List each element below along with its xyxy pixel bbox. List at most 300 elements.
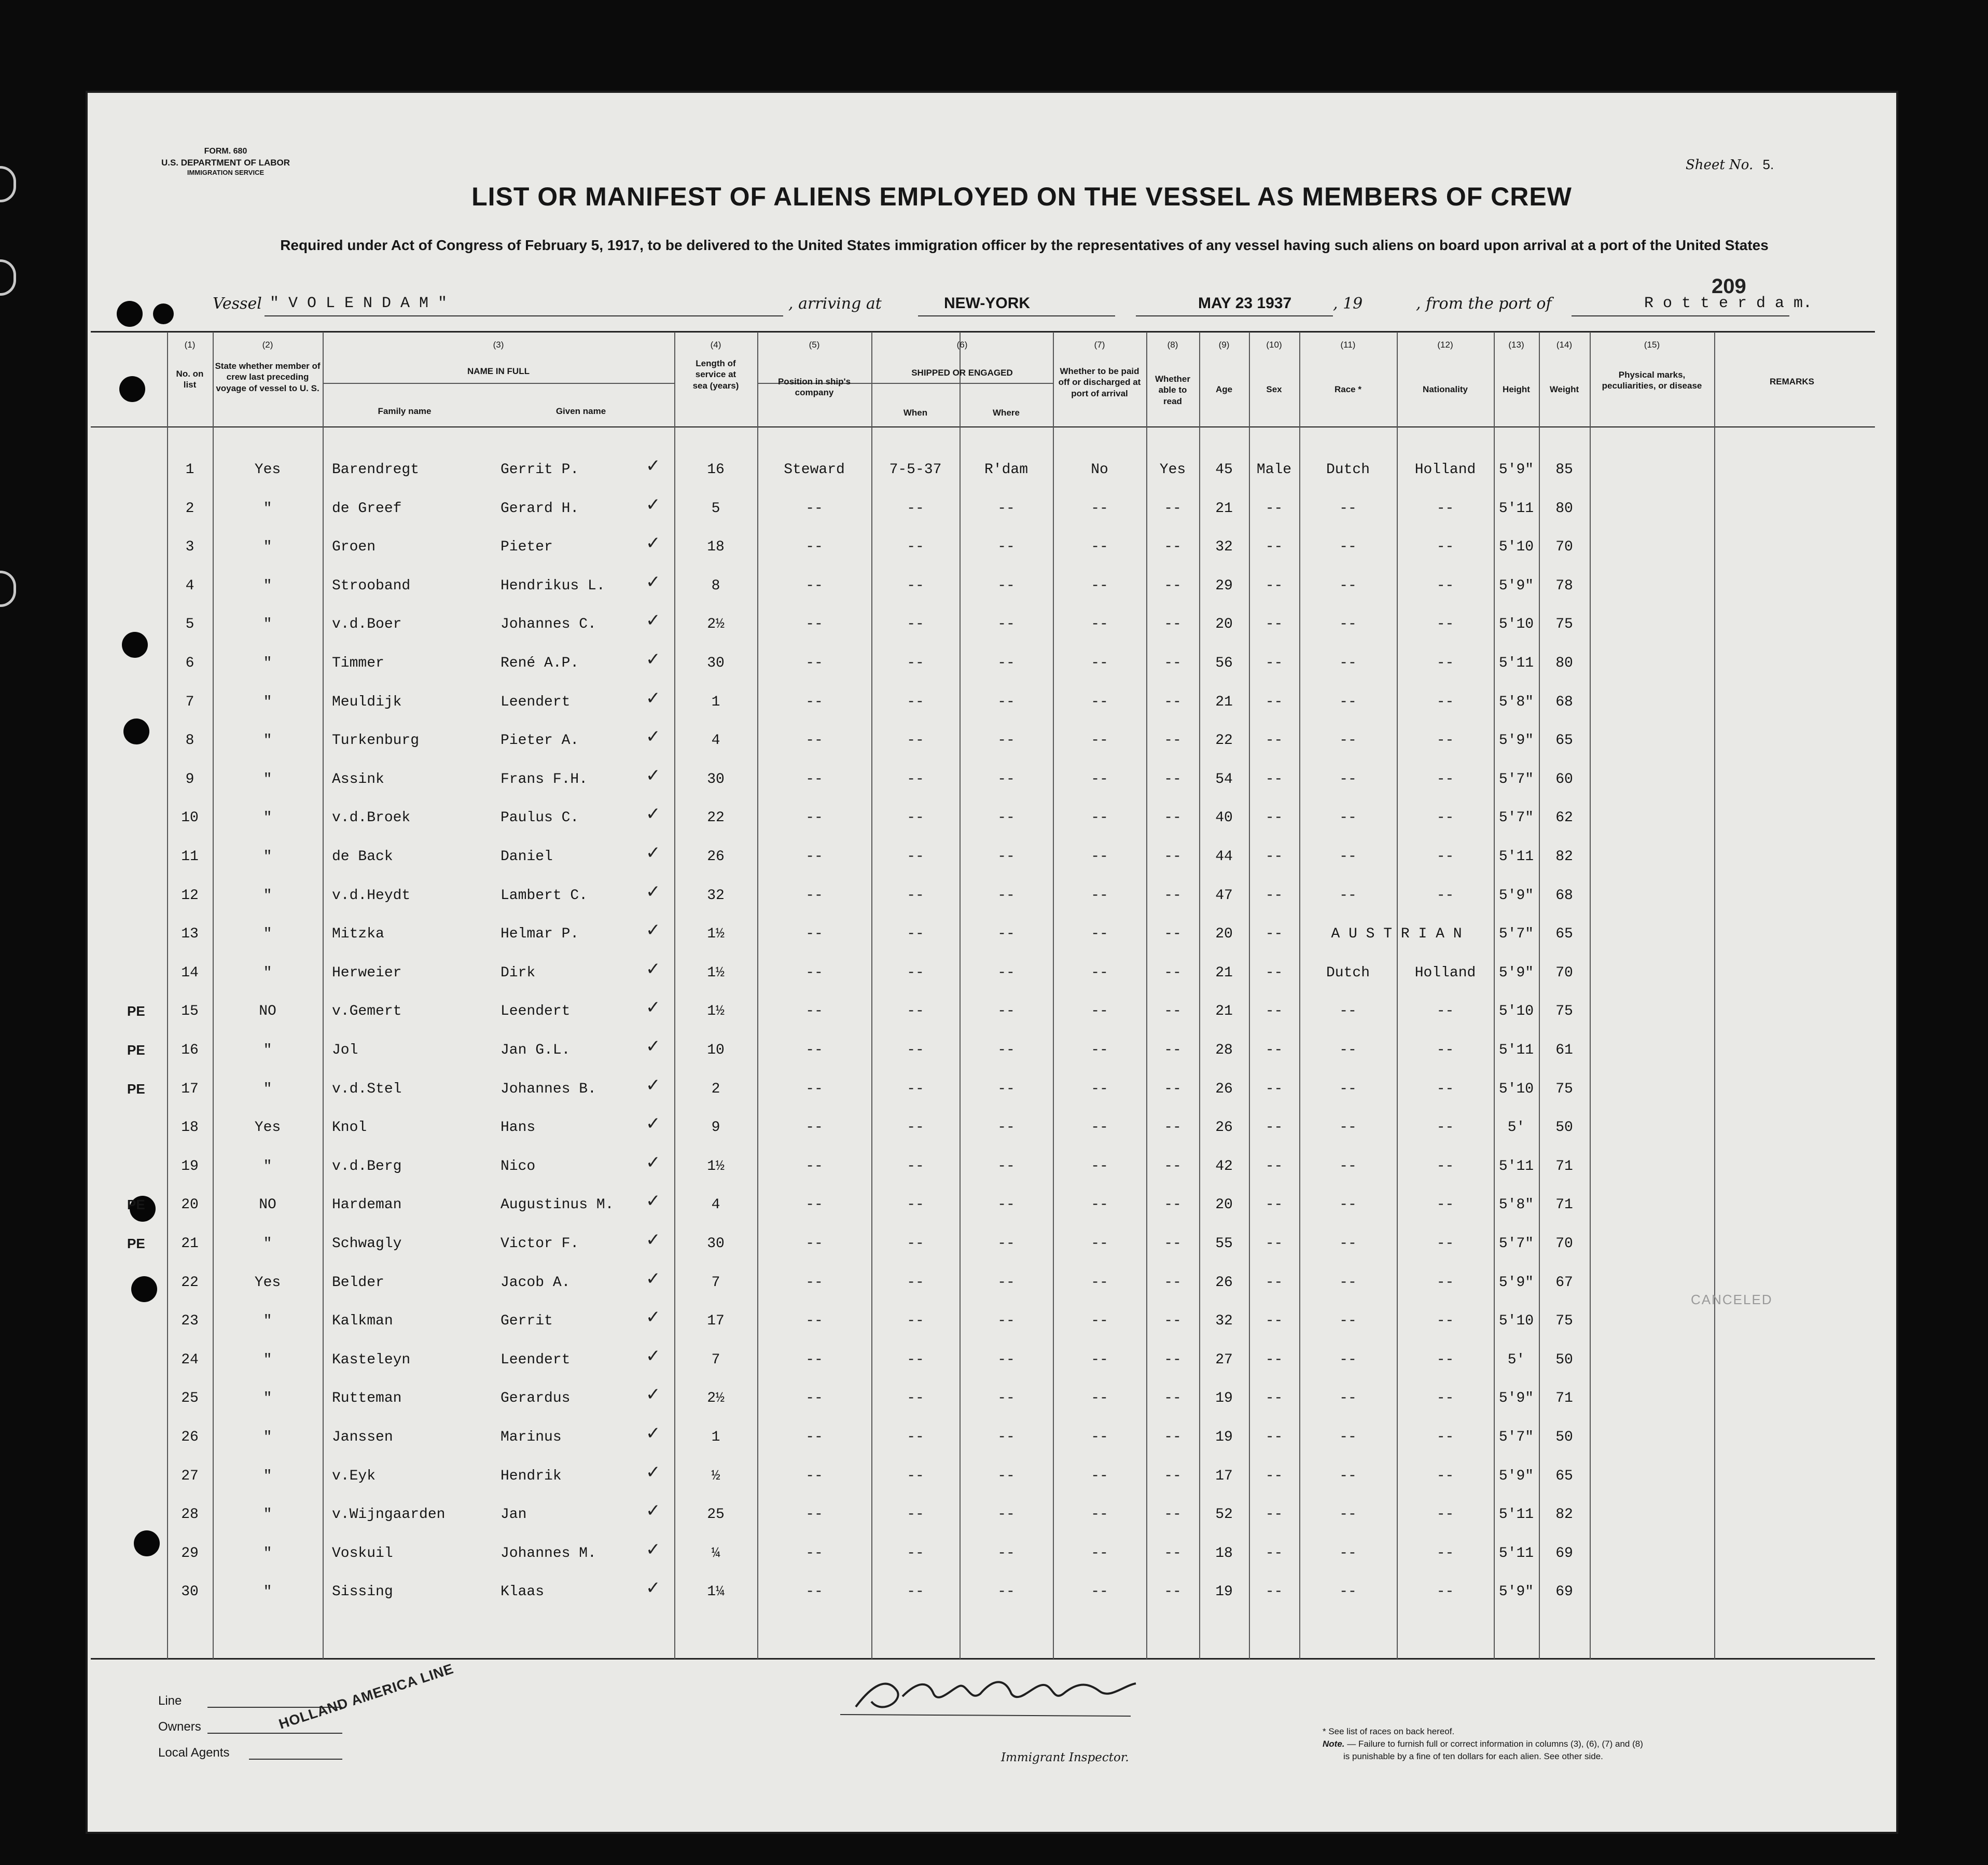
header-when: When [903, 408, 928, 418]
row-no: 26 [181, 1429, 199, 1445]
row-given-name: Daniel [501, 849, 553, 865]
row-read: -- [1164, 1081, 1181, 1097]
port-underline [918, 315, 1115, 316]
row-when: -- [907, 1545, 924, 1562]
row-family-name: Rutteman [332, 1390, 402, 1406]
row-race: -- [1339, 1352, 1357, 1368]
row-when: -- [907, 1081, 924, 1097]
row-member: " [263, 655, 272, 671]
row-age: 56 [1215, 655, 1233, 671]
row-no: 1 [185, 462, 194, 478]
row-member: " [263, 1429, 272, 1445]
row-member: " [263, 501, 272, 517]
row-no: 25 [181, 1390, 199, 1406]
row-race: -- [1339, 888, 1357, 904]
row-where: -- [997, 539, 1015, 555]
row-member: " [263, 616, 272, 632]
row-nationality: -- [1436, 1158, 1454, 1175]
row-length: 5 [711, 501, 720, 517]
row-position: -- [805, 926, 823, 942]
check-mark-icon: ✓ [646, 1462, 661, 1483]
row-margin-note: PE [127, 1003, 145, 1019]
row-when: -- [907, 1507, 924, 1523]
row-race: Dutch [1326, 462, 1370, 478]
row-sex: -- [1265, 1236, 1283, 1252]
row-height: 5'8" [1498, 694, 1534, 710]
row-when: -- [907, 1275, 924, 1291]
service-name: IMMIGRATION SERVICE [187, 168, 265, 176]
row-no: 16 [181, 1042, 199, 1058]
row-member: " [263, 1236, 272, 1252]
header-sex: Sex [1266, 384, 1282, 394]
row-weight: 71 [1555, 1158, 1573, 1175]
row-race: -- [1339, 1545, 1357, 1562]
row-paid-off: -- [1091, 1545, 1108, 1562]
col-number: (13) [1508, 340, 1524, 350]
row-age: 52 [1215, 1507, 1233, 1523]
row-weight: 61 [1555, 1042, 1573, 1058]
row-where: -- [997, 1429, 1015, 1445]
row-race: -- [1339, 1468, 1357, 1484]
row-when: -- [907, 501, 924, 517]
col-number: (1) [184, 340, 196, 350]
row-position: -- [805, 1507, 823, 1523]
row-read: -- [1164, 1120, 1181, 1136]
row-height: 5'11 [1498, 1545, 1534, 1562]
row-sex: -- [1265, 694, 1283, 710]
check-mark-icon: ✓ [646, 726, 661, 747]
row-read: -- [1164, 810, 1181, 826]
row-paid-off: -- [1091, 578, 1108, 594]
row-family-name: Meuldijk [332, 694, 402, 710]
row-nationality: -- [1436, 733, 1454, 749]
row-when: 7-5-37 [889, 462, 942, 478]
check-mark-icon: ✓ [646, 1036, 661, 1057]
row-family-name: Timmer [332, 655, 384, 671]
row-family-name: Kasteleyn [332, 1352, 411, 1368]
check-mark-icon: ✓ [646, 494, 661, 515]
row-position: Steward [784, 462, 845, 478]
row-when: -- [907, 1429, 924, 1445]
row-length: 1½ [707, 1003, 725, 1019]
row-given-name: Gerrit [501, 1313, 553, 1329]
row-paid-off: -- [1091, 1468, 1108, 1484]
row-when: -- [907, 1042, 924, 1058]
header-race: Race * [1334, 384, 1361, 394]
row-member: " [263, 1081, 272, 1097]
row-length: 8 [711, 578, 720, 594]
row-family-name: de Back [332, 849, 393, 865]
vessel-underline [265, 315, 783, 316]
row-length: 30 [707, 1236, 725, 1252]
row-nationality: -- [1436, 578, 1454, 594]
header-remarks: REMARKS [1770, 377, 1814, 386]
footer-underline [249, 1759, 342, 1760]
row-age: 26 [1215, 1081, 1233, 1097]
check-mark-icon: ✓ [646, 1075, 661, 1096]
row-sex: -- [1265, 1468, 1283, 1484]
row-position: -- [805, 1429, 823, 1445]
row-nationality: -- [1436, 1081, 1454, 1097]
row-read: -- [1164, 1468, 1181, 1484]
row-position: -- [805, 501, 823, 517]
row-given-name: Hendrikus L. [501, 578, 605, 594]
row-read: -- [1164, 1236, 1181, 1252]
row-height: 5'9" [1498, 1275, 1534, 1291]
row-age: 29 [1215, 578, 1233, 594]
sheet-value: 5. [1762, 157, 1774, 172]
header-bottom-rule [91, 426, 1875, 427]
punch-hole [134, 1530, 160, 1556]
row-read: -- [1164, 616, 1181, 632]
row-read: -- [1164, 1390, 1181, 1406]
footer-owners-label: Owners [158, 1720, 201, 1734]
row-member: " [263, 849, 272, 865]
row-nationality: -- [1436, 1313, 1454, 1329]
row-height: 5'9" [1498, 1468, 1534, 1484]
row-no: 15 [181, 1003, 199, 1019]
row-sex: -- [1265, 926, 1283, 942]
row-family-name: v.d.Berg [332, 1158, 402, 1175]
row-where: -- [997, 1468, 1015, 1484]
check-mark-icon: ✓ [646, 959, 661, 979]
row-position: -- [805, 1158, 823, 1175]
row-nationality: -- [1436, 1584, 1454, 1600]
row-height: 5'8" [1498, 1197, 1534, 1213]
arriving-label: , arriving at [788, 295, 882, 313]
row-given-name: Helmar P. [501, 926, 579, 942]
col-number: (6) [956, 340, 968, 350]
row-age: 27 [1215, 1352, 1233, 1368]
row-family-name: Belder [332, 1275, 384, 1291]
row-when: -- [907, 655, 924, 671]
row-read: -- [1164, 1545, 1181, 1562]
row-length: 22 [707, 810, 725, 826]
row-length: 2½ [707, 616, 725, 632]
row-age: 40 [1215, 810, 1233, 826]
row-given-name: Augustinus M. [501, 1197, 614, 1213]
penalty-note [1323, 1739, 1643, 1749]
row-given-name: Leendert [501, 694, 571, 710]
row-sex: -- [1265, 1584, 1283, 1600]
row-member: " [263, 578, 272, 594]
row-age: 26 [1215, 1275, 1233, 1291]
check-mark-icon: ✓ [646, 997, 661, 1018]
row-margin-note: PE [127, 1081, 145, 1097]
document-number: 209 [1712, 275, 1746, 298]
row-race: -- [1339, 1275, 1357, 1291]
note-label: Note. [1323, 1739, 1345, 1749]
row-given-name: Frans F.H. [501, 771, 588, 788]
row-read: -- [1164, 1429, 1181, 1445]
col-number: (3) [493, 340, 504, 350]
row-sex: -- [1265, 1042, 1283, 1058]
row-where: -- [997, 965, 1015, 981]
row-race: -- [1339, 1158, 1357, 1175]
row-position: -- [805, 1042, 823, 1058]
row-read: -- [1164, 733, 1181, 749]
row-weight: 65 [1555, 733, 1573, 749]
row-race: -- [1339, 1197, 1357, 1213]
check-mark-icon: ✓ [646, 649, 661, 670]
row-age: 21 [1215, 694, 1233, 710]
column-divider [1590, 332, 1591, 1659]
header-height: Height [1503, 384, 1530, 394]
row-no: 7 [185, 694, 194, 710]
row-paid-off: -- [1091, 1507, 1108, 1523]
row-height: 5'7" [1498, 810, 1534, 826]
row-given-name: Paulus C. [501, 810, 579, 826]
row-read: -- [1164, 1313, 1181, 1329]
row-where: -- [997, 771, 1015, 788]
page-title: LIST OR MANIFEST OF ALIENS EMPLOYED ON THE VESSEL AS MEMBERS OF CREW [471, 182, 1572, 211]
header-length: Length of service at sea (years) [692, 358, 739, 391]
row-when: -- [907, 1584, 924, 1600]
row-race: A U S T R I A N [1331, 926, 1462, 942]
row-given-name: Jacob A. [501, 1275, 571, 1291]
row-when: -- [907, 694, 924, 710]
row-age: 47 [1215, 888, 1233, 904]
row-nationality: -- [1436, 694, 1454, 710]
arrival-date: MAY 23 1937 [1198, 295, 1292, 312]
row-height: 5'10 [1498, 1003, 1534, 1019]
races-note: * See list of races on back hereof. [1323, 1726, 1455, 1736]
row-read: -- [1164, 578, 1181, 594]
row-weight: 67 [1555, 1275, 1573, 1291]
row-member: " [263, 1507, 272, 1523]
row-paid-off: -- [1091, 1352, 1108, 1368]
row-sex: -- [1265, 1003, 1283, 1019]
row-weight: 75 [1555, 1081, 1573, 1097]
check-mark-icon: ✓ [646, 842, 661, 863]
row-no: 28 [181, 1507, 199, 1523]
row-no: 21 [181, 1236, 199, 1252]
row-sex: -- [1265, 733, 1283, 749]
check-mark-icon: ✓ [646, 572, 661, 592]
row-position: -- [805, 616, 823, 632]
row-member: Yes [254, 1120, 281, 1136]
punch-hole [122, 632, 148, 658]
row-where: -- [997, 849, 1015, 865]
row-weight: 69 [1555, 1584, 1573, 1600]
row-weight: 69 [1555, 1545, 1573, 1562]
check-mark-icon: ✓ [646, 1423, 661, 1444]
row-position: -- [805, 1003, 823, 1019]
row-where: -- [997, 1390, 1015, 1406]
row-sex: -- [1265, 1507, 1283, 1523]
row-weight: 65 [1555, 1468, 1573, 1484]
row-no: 24 [181, 1352, 199, 1368]
row-family-name: Turkenburg [332, 733, 420, 749]
row-family-name: Kalkman [332, 1313, 393, 1329]
row-when: -- [907, 1468, 924, 1484]
check-mark-icon: ✓ [646, 1539, 661, 1560]
row-where: -- [997, 578, 1015, 594]
row-age: 32 [1215, 1313, 1233, 1329]
row-paid-off: -- [1091, 1236, 1108, 1252]
row-nationality: -- [1436, 1120, 1454, 1136]
row-sex: -- [1265, 1429, 1283, 1445]
row-family-name: v.d.Broek [332, 810, 411, 826]
row-member: " [263, 733, 272, 749]
row-no: 23 [181, 1313, 199, 1329]
row-position: -- [805, 849, 823, 865]
row-length: 7 [711, 1352, 720, 1368]
row-read: -- [1164, 539, 1181, 555]
row-height: 5'11 [1498, 1158, 1534, 1175]
row-race: -- [1339, 1042, 1357, 1058]
row-family-name: v.Wijngaarden [332, 1507, 446, 1523]
row-length: 26 [707, 849, 725, 865]
row-where: -- [997, 1236, 1015, 1252]
row-when: -- [907, 1197, 924, 1213]
row-age: 42 [1215, 1158, 1233, 1175]
row-given-name: Leendert [501, 1003, 571, 1019]
row-weight: 82 [1555, 1507, 1573, 1523]
row-age: 20 [1215, 1197, 1233, 1213]
punch-hole [119, 376, 145, 402]
row-nationality: Holland [1414, 965, 1476, 981]
row-nationality: -- [1436, 1545, 1454, 1562]
row-height: 5'9" [1498, 462, 1534, 478]
row-no: 27 [181, 1468, 199, 1484]
row-weight: 78 [1555, 578, 1573, 594]
row-position: -- [805, 694, 823, 710]
row-sex: -- [1265, 1158, 1283, 1175]
row-read: -- [1164, 1003, 1181, 1019]
column-divider [757, 332, 758, 1659]
sheet-number [1686, 157, 1774, 173]
row-nationality: -- [1436, 1275, 1454, 1291]
row-height: 5' [1507, 1120, 1525, 1136]
row-sex: -- [1265, 1081, 1283, 1097]
col-number: (2) [262, 340, 273, 350]
row-no: 6 [185, 655, 194, 671]
row-paid-off: -- [1091, 849, 1108, 865]
footer-line-label: Line [158, 1694, 182, 1708]
column-divider [960, 332, 961, 1659]
row-nationality: -- [1436, 1042, 1454, 1058]
row-weight: 62 [1555, 810, 1573, 826]
binder-ring [0, 166, 16, 202]
row-where: -- [997, 733, 1015, 749]
row-given-name: Gerrit P. [501, 462, 579, 478]
row-family-name: v.d.Heydt [332, 888, 411, 904]
row-position: -- [805, 1390, 823, 1406]
row-age: 19 [1215, 1429, 1233, 1445]
row-no: 29 [181, 1545, 199, 1562]
row-when: -- [907, 578, 924, 594]
row-sex: -- [1265, 655, 1283, 671]
row-paid-off: -- [1091, 501, 1108, 517]
row-read: -- [1164, 694, 1181, 710]
row-race: -- [1339, 1120, 1357, 1136]
row-age: 45 [1215, 462, 1233, 478]
row-when: -- [907, 616, 924, 632]
date-underline [1136, 315, 1333, 316]
row-when: -- [907, 1352, 924, 1368]
canceled-stamp: CANCELED [1691, 1292, 1773, 1307]
row-height: 5'10 [1498, 1313, 1534, 1329]
row-weight: 75 [1555, 616, 1573, 632]
row-weight: 50 [1555, 1429, 1573, 1445]
check-mark-icon: ✓ [646, 1191, 661, 1211]
row-height: 5'9" [1498, 888, 1534, 904]
row-given-name: Hans [501, 1120, 536, 1136]
name-subrule [323, 383, 674, 384]
row-sex: -- [1265, 965, 1283, 981]
check-mark-icon: ✓ [646, 1384, 661, 1405]
row-height: 5'7" [1498, 1429, 1534, 1445]
form-identifier [132, 146, 319, 177]
column-divider [1299, 332, 1300, 1659]
row-race: -- [1339, 616, 1357, 632]
header-given: Given name [555, 406, 606, 416]
row-family-name: Sissing [332, 1584, 393, 1600]
row-position: -- [805, 965, 823, 981]
row-family-name: v.d.Stel [332, 1081, 402, 1097]
row-length: ¼ [711, 1545, 720, 1562]
row-race: -- [1339, 501, 1357, 517]
from-label: , from the port of [1416, 295, 1552, 313]
row-age: 21 [1215, 1003, 1233, 1019]
row-sex: -- [1265, 1545, 1283, 1562]
row-family-name: v.d.Boer [332, 616, 402, 632]
row-no: 8 [185, 733, 194, 749]
row-weight: 75 [1555, 1003, 1573, 1019]
row-length: ½ [711, 1468, 720, 1484]
row-member: " [263, 1584, 272, 1600]
from-underline [1572, 315, 1789, 316]
row-where: -- [997, 1352, 1015, 1368]
header-age: Age [1215, 384, 1233, 394]
row-read: -- [1164, 1584, 1181, 1600]
row-nationality: -- [1436, 810, 1454, 826]
header-weight: Weight [1549, 384, 1579, 394]
row-age: 18 [1215, 1545, 1233, 1562]
row-paid-off: -- [1091, 1429, 1108, 1445]
row-age: 22 [1215, 733, 1233, 749]
row-where: -- [997, 1313, 1015, 1329]
row-when: -- [907, 849, 924, 865]
row-when: -- [907, 1158, 924, 1175]
check-mark-icon: ✓ [646, 881, 661, 902]
row-position: -- [805, 655, 823, 671]
row-height: 5'11 [1498, 1507, 1534, 1523]
row-where: -- [997, 694, 1015, 710]
row-race: -- [1339, 1507, 1357, 1523]
row-race: -- [1339, 1390, 1357, 1406]
check-mark-icon: ✓ [646, 1307, 661, 1328]
row-race: -- [1339, 1313, 1357, 1329]
column-divider [871, 332, 872, 1659]
row-nationality: -- [1436, 501, 1454, 517]
row-height: 5'10 [1498, 539, 1534, 555]
header-position: Position in ship's company [777, 377, 851, 398]
page-subtitle: Required under Act of Congress of February 5, 1917, to be delivered to the United States immigration officer by the representatives of any vessel having such aliens on board upon arrival at a port of the United States [280, 237, 1769, 253]
vessel-label: Vessel [213, 295, 262, 313]
row-length: 18 [707, 539, 725, 555]
table-bottom-rule [91, 1658, 1875, 1660]
column-divider [1539, 332, 1540, 1659]
row-where: -- [997, 1275, 1015, 1291]
row-race: -- [1339, 1236, 1357, 1252]
row-where: R'dam [984, 462, 1028, 478]
row-sex: -- [1265, 1120, 1283, 1136]
row-weight: 70 [1555, 1236, 1573, 1252]
row-where: -- [997, 501, 1015, 517]
row-length: 2 [711, 1081, 720, 1097]
